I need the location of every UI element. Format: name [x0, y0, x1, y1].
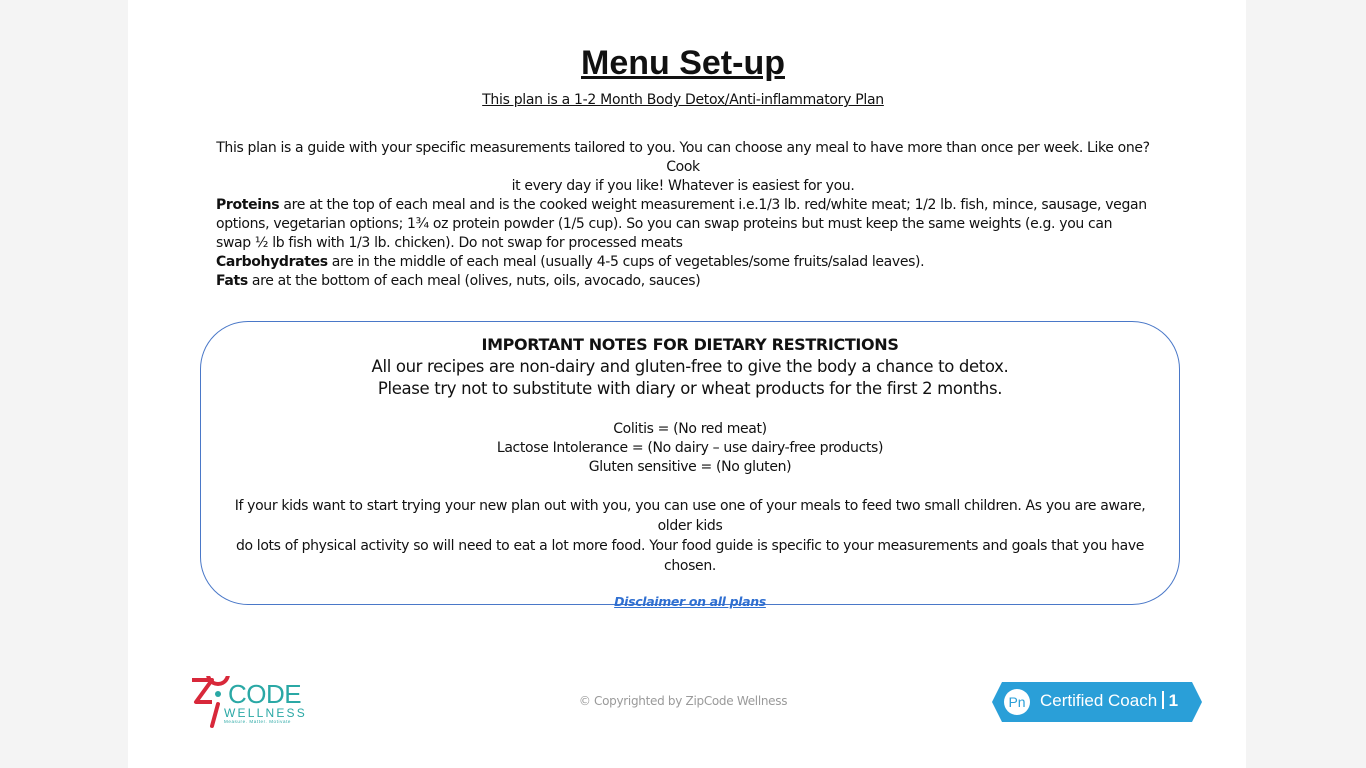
kids-paragraph: [201, 496, 1179, 576]
dietary-notes-box: [200, 321, 1180, 609]
badge-level: 1: [1168, 691, 1179, 710]
copyright-notice: © Copyrighted by ZipCode Wellness: [578, 694, 788, 708]
carbs-label: Carbohydrates: [216, 254, 328, 270]
page-title: Menu Set-up: [581, 44, 785, 82]
fats-label: Fats: [216, 273, 248, 289]
kids-line: If your kids want to start trying your new plan out with you, you can use one of your meals to feed two small children. As you are aware, older kids: [234, 498, 1146, 534]
logo-tagline: Measure. Matter. Motivate: [224, 719, 292, 724]
restriction-item: Gluten sensitive = (No gluten): [588, 459, 792, 475]
fats-text: are at the bottom of each meal (olives, nuts, oils, avocado, sauces): [247, 273, 701, 289]
macros-section: [216, 196, 1150, 291]
notes-lead-line: Please try not to substitute with diary or wheat products for the first 2 months.: [377, 379, 1003, 398]
kids-line: do lots of physical activity so will need to eat a lot more food. Your food guide is specific to your measurements and goals that you have chosen.: [235, 538, 1145, 574]
proteins-label: Proteins: [216, 197, 280, 213]
intro-paragraph: [216, 139, 1150, 196]
intro-line: it every day if you like! Whatever is easiest for you.: [511, 178, 855, 194]
proteins-paragraph: [216, 196, 1150, 253]
restriction-item: Colitis = (No red meat): [613, 421, 767, 437]
restrictions-list: [201, 420, 1179, 477]
notes-lead-line: All our recipes are non-dairy and gluten-free to give the body a chance to detox.: [371, 357, 1009, 376]
page-subtitle: This plan is a 1-2 Month Body Detox/Anti-inflammatory Plan: [482, 92, 884, 108]
carbs-paragraph: [216, 253, 1150, 272]
badge-divider: [1162, 691, 1164, 709]
badge-label-text: Certified Coach: [1040, 691, 1158, 710]
logo-code-text: CODE: [228, 679, 302, 709]
fats-paragraph: [216, 272, 1150, 291]
notes-heading: IMPORTANT NOTES FOR DIETARY RESTRICTIONS: [481, 335, 899, 354]
dietary-notes-content: [201, 334, 1179, 610]
logo-wellness-text: WELLNESS: [224, 706, 307, 720]
disclaimer-link[interactable]: Disclaimer on all plans: [614, 594, 766, 609]
carbs-text: are in the middle of each meal (usually 4-5 cups of vegetables/some fruits/salad leaves).: [327, 254, 925, 270]
intro-line: This plan is a guide with your specific measurements tailored to you. You can choose any meal to have more than once per week. Like one? Cook: [216, 140, 1150, 175]
pn-icon: Pn: [1008, 694, 1026, 710]
badge-label: [1040, 691, 1178, 711]
certified-coach-badge: [992, 682, 1202, 722]
restriction-item: Lactose Intolerance = (No dairy – use dairy-free products): [496, 440, 884, 456]
proteins-text: are at the top of each meal and is the cooked weight measurement i.e.1/3 lb. red/white meat; 1/2 lb. fish, mince, sausage, vegan options, vegetarian options; 1¾ oz protein powder (1/5 cup). So you can swap proteins but must keep the same weights (e.g. you can swap ½ lb fish with 1/3 lb. chicken). Do not swap for processed meats: [216, 197, 1147, 251]
